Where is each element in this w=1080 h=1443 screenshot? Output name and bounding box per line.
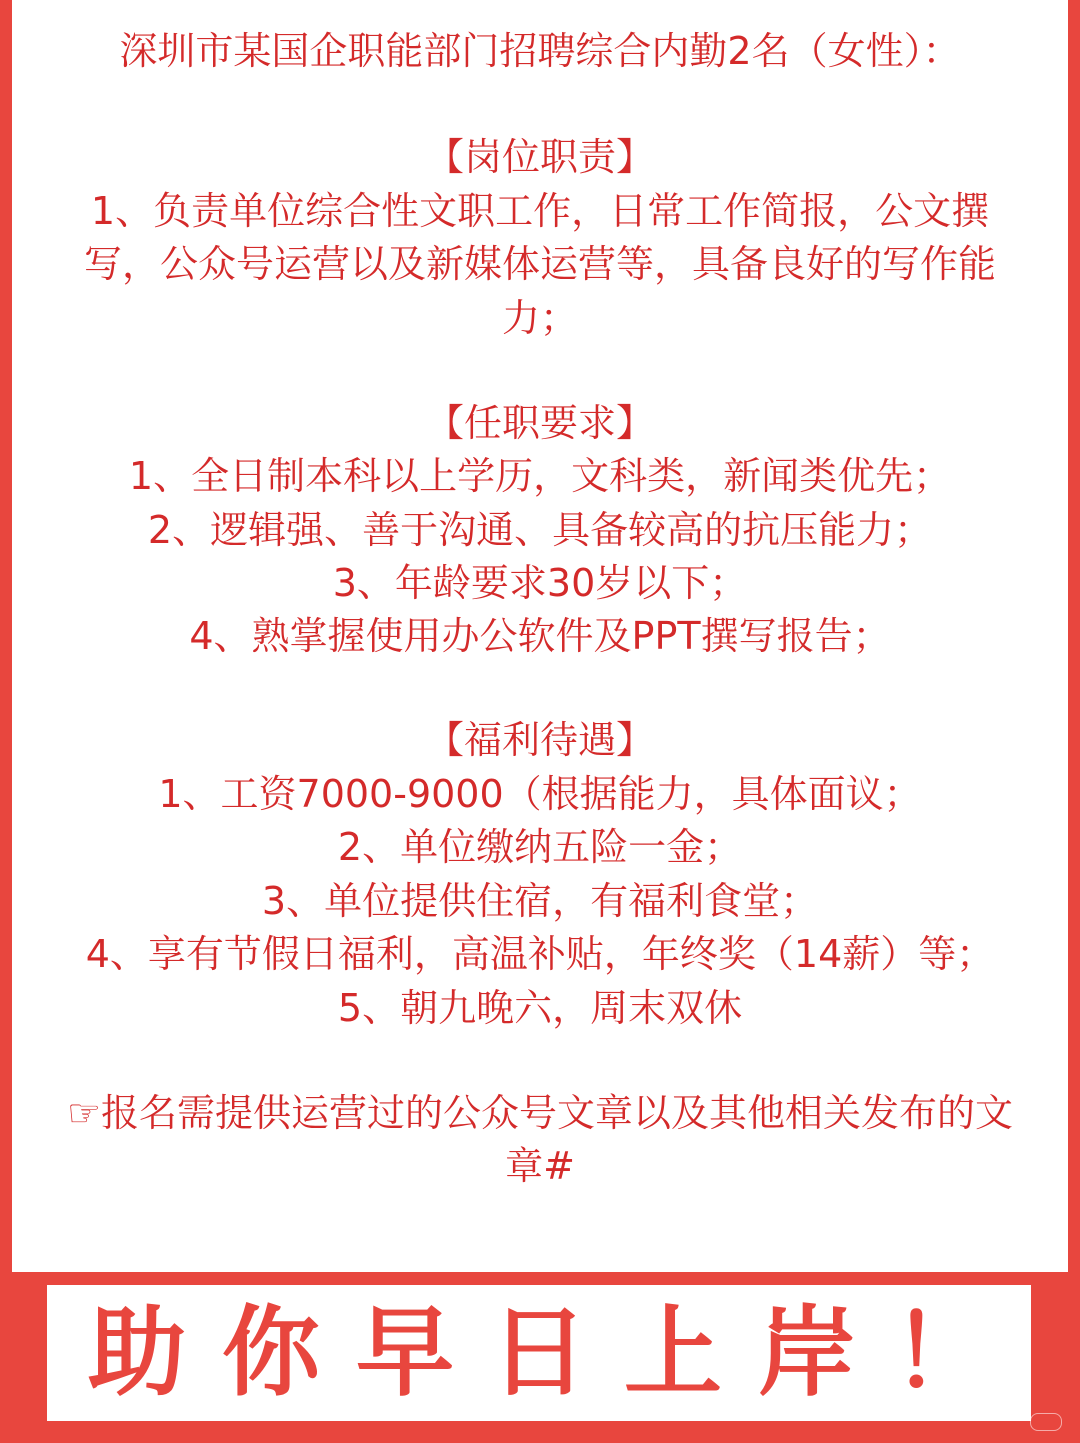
benefit-item: 5、朝九晚六，周末双休 — [337, 986, 743, 1030]
duties-line: 力； — [501, 296, 578, 340]
requirement-item: 3、年龄要求30岁以下； — [332, 561, 748, 605]
slogan-banner — [47, 1285, 1031, 1421]
note-line: ☞报名需提供运营过的公众号文章以及其他相关发布的文 — [66, 1091, 1014, 1135]
duties-line: 写，公众号运营以及新媒体运营等，具备良好的写作能 — [83, 242, 996, 286]
benefit-item: 1、工资7000-9000（根据能力，具体面议； — [158, 772, 922, 816]
benefits-heading: 【福利待遇】 — [425, 718, 654, 762]
duties-line: 1、负责单位综合性文职工作，日常工作简报，公文撰 — [90, 189, 990, 233]
slogan-text: 助你早日上岸！ — [87, 1296, 1026, 1410]
job-posting-panel — [12, 0, 1068, 1272]
watermark-badge — [1030, 1413, 1062, 1431]
requirements-heading: 【任职要求】 — [425, 401, 654, 445]
requirement-item: 1、全日制本科以上学历，文科类，新闻类优先； — [128, 454, 952, 498]
requirement-item: 2、逻辑强、善于沟通、具备较高的抗压能力； — [147, 508, 933, 552]
note-line: 章# — [505, 1144, 575, 1188]
benefit-item: 4、享有节假日福利，高温补贴，年终奖（14薪）等； — [85, 932, 995, 976]
benefit-item: 2、单位缴纳五险一金； — [337, 825, 743, 869]
page-title: 深圳市某国企职能部门招聘综合内勤2名（女性）： — [119, 29, 961, 73]
requirement-item: 4、熟掌握使用办公软件及PPT撰写报告； — [189, 614, 891, 658]
benefit-item: 3、单位提供住宿，有福利食堂； — [261, 879, 819, 923]
duties-heading: 【岗位职责】 — [425, 135, 654, 179]
